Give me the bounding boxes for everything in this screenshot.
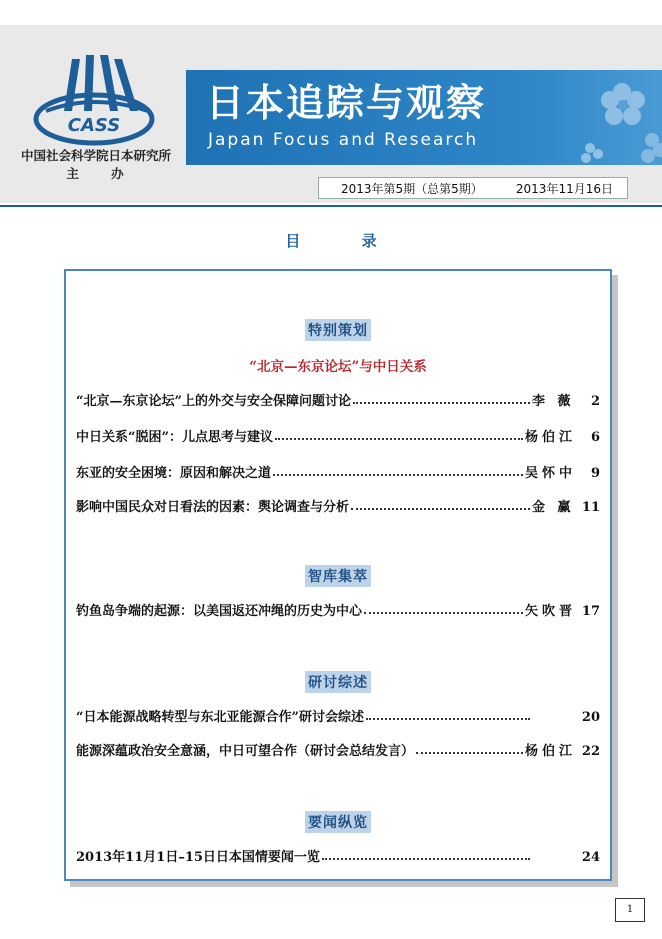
entry-title: “北京—东京论坛”上的外交与安全保障问题讨论	[76, 394, 351, 409]
section-title: 研讨综述	[66, 671, 610, 693]
entry-page: 24	[581, 850, 600, 865]
entry-page: 22	[581, 744, 600, 759]
publication-title: 日本追踪与观察	[206, 81, 487, 125]
leader-dots	[366, 718, 530, 720]
leader-dots	[364, 612, 523, 614]
issue-date: 2013年11月16日	[515, 181, 613, 196]
toc-entry[interactable]	[76, 845, 600, 865]
logo-text: CASS	[67, 115, 121, 136]
entry-title: 能源深蕴政治安全意涵，中日可望合作（研讨会总结发言）	[76, 744, 415, 759]
entry-title: 2013年11月1日–15日日本国情要闻一览	[76, 850, 320, 865]
leader-dots	[351, 508, 530, 510]
entry-page: 2	[590, 394, 600, 409]
toc-box	[64, 269, 612, 881]
toc-entry[interactable]	[76, 599, 600, 619]
entry-title: 影响中国民众对日看法的因素：舆论调查与分析	[76, 500, 350, 515]
entry-title: 东亚的安全困境：原因和解决之道	[76, 466, 272, 481]
entry-page: 6	[590, 430, 600, 445]
entry-author: 杨伯江	[524, 430, 576, 445]
entry-page: 9	[590, 466, 600, 481]
entry-title: “日本能源战略转型与东北亚能源合作”研讨会综述	[76, 710, 364, 725]
leader-dots	[416, 752, 523, 754]
toc-entry[interactable]	[76, 461, 600, 481]
org-name: 中国社会科学院日本研究所	[20, 148, 171, 163]
section-subtitle: “北京—东京论坛”与中日关系	[249, 359, 427, 375]
entry-author: 李 薇	[532, 394, 575, 409]
entry-title: 钓鱼岛争端的起源：以美国返还冲绳的历史为中心	[76, 604, 363, 619]
toc-entry[interactable]	[76, 705, 600, 725]
entry-author: 吴怀中	[524, 466, 576, 481]
section-title: 智库集萃	[66, 565, 610, 587]
entry-page: 20	[581, 710, 600, 725]
org-role: 主 办	[66, 166, 138, 181]
entry-page: 11	[581, 500, 600, 515]
leader-dots	[322, 858, 530, 860]
toc-entry[interactable]	[76, 425, 600, 445]
title-banner	[186, 70, 662, 165]
toc-heading: 目 录	[285, 232, 405, 250]
organization	[10, 147, 182, 183]
entry-author: 矢吹晋	[524, 604, 576, 619]
cherry-blossom-icon	[552, 70, 662, 165]
leader-dots	[275, 438, 523, 440]
publication-subtitle: Japan Focus and Research	[208, 130, 479, 150]
leader-dots	[353, 402, 530, 404]
page-number: 1	[615, 898, 645, 922]
issue-number: 2013年第5期（总第5期）	[341, 181, 483, 196]
section-title: 要闻纵览	[66, 811, 610, 833]
entry-title: 中日关系“脱困”：儿点思考与建议	[76, 430, 273, 445]
toc-entry[interactable]	[76, 739, 600, 759]
entry-page: 17	[581, 604, 600, 619]
leader-dots	[273, 474, 523, 476]
toc-entry[interactable]	[76, 389, 600, 409]
entry-author: 金 赢	[532, 500, 575, 515]
header-rule	[0, 205, 662, 207]
entry-author: 杨伯江	[524, 744, 576, 759]
issue-bar	[318, 177, 628, 199]
masthead	[0, 25, 662, 203]
cass-logo	[32, 53, 162, 158]
toc-entry[interactable]	[76, 495, 600, 515]
section-title: 特别策划	[66, 319, 610, 341]
